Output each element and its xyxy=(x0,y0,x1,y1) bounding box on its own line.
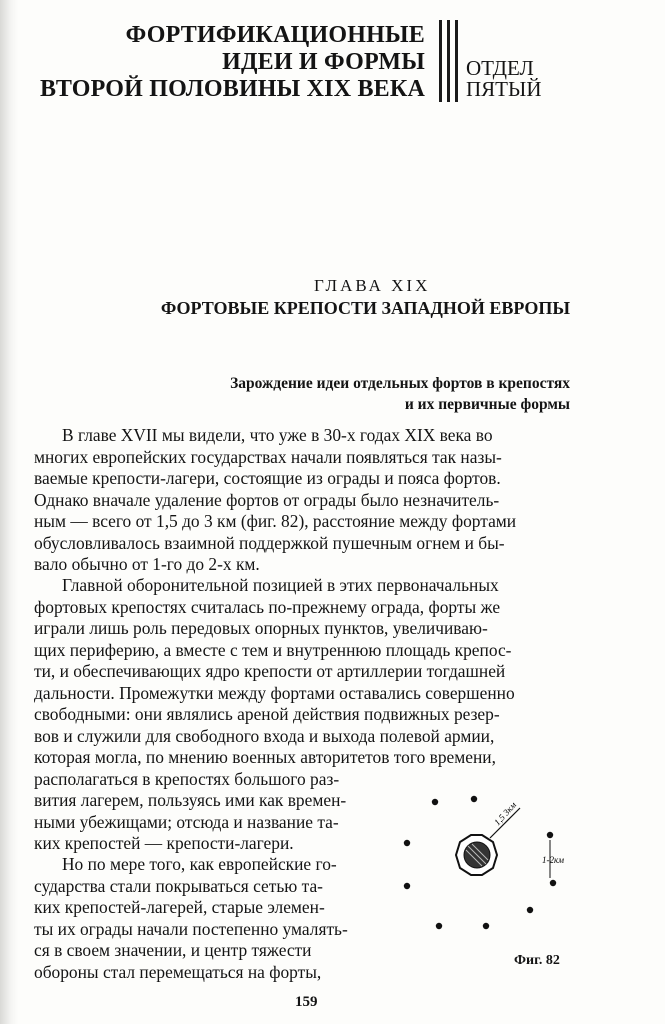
text-line: сударства стали покрываться сетью та- xyxy=(34,875,323,896)
part-title-line-2: ИДЕИ И ФОРМЫ xyxy=(222,49,425,75)
text-line: ких крепостей-лагерей, старые элемен- xyxy=(34,897,325,917)
part-title xyxy=(40,22,425,103)
text-line: щих периферию, а вместе с тем и внутреннюю площадь крепос- xyxy=(34,639,512,660)
text-line: которая могла, по мнению военных авторитетов того времени, xyxy=(34,747,496,767)
title-divider-bar xyxy=(455,20,458,102)
text-line: В главе XVII мы видели, что уже в 30-х годах XIX века во xyxy=(62,425,493,445)
text-line: играли лишь роль передовых опорных пунктов, увеличиваю- xyxy=(34,618,488,638)
figure-82-diagram xyxy=(390,780,580,940)
figure-caption: Фиг. 82 xyxy=(514,953,560,968)
text-line: многих европейских государствах начали появляться так назы- xyxy=(34,446,502,467)
title-divider-bar xyxy=(447,20,450,102)
text-line: ваемые крепости-лагери, состоящие из ограды и пояса фортов. xyxy=(34,468,501,488)
text-line: Однако вначале удаление фортов от ограды было незначитель- xyxy=(34,489,500,510)
part-title-line-1: ФОРТИФИКАЦИОННЫЕ xyxy=(125,22,425,48)
fortress-core xyxy=(456,835,497,875)
section-title xyxy=(230,373,570,415)
scan-page-edge xyxy=(0,0,18,1024)
part-label-line-1: ОТДЕЛ xyxy=(466,56,534,80)
title-divider-bar xyxy=(439,20,442,102)
text-line: Но по мере того, как европейские го- xyxy=(62,854,337,874)
spacing-label: 1-2км xyxy=(542,855,564,865)
chapter-number: ГЛАВА XIX xyxy=(314,276,431,295)
section-title-line-2: и их первичные формы xyxy=(404,396,570,413)
text-line: Главной оборонительной позицией в этих первоначальных xyxy=(62,575,499,595)
paragraph-1 xyxy=(34,425,571,576)
text-line: ным — всего от 1,5 до 3 км (фиг. 82), расстояние между фортами xyxy=(34,511,517,531)
text-line: свободными: они являлись ареной действия подвижных резер- xyxy=(34,704,500,724)
page-number: 159 xyxy=(295,994,318,1010)
part-title-line-3: ВТОРОЙ ПОЛОВИНЫ XIX ВЕКА xyxy=(39,76,425,102)
text-line: ких крепостей — крепости-лагери. xyxy=(34,833,294,853)
part-label-line-2: ПЯТЫЙ xyxy=(466,77,542,101)
text-line: вития лагерем, пользуясь ими как времен- xyxy=(34,790,347,810)
text-line: фортовых крепостях считалась по-прежнему ограда, форты же xyxy=(34,596,501,617)
text-line: вало обычно от 1-го до 2-х км. xyxy=(34,554,260,574)
text-line: вов и служили для свободного входа и выхода полевой армии, xyxy=(34,725,495,746)
text-line: обороны стал перемещаться на форты, xyxy=(34,961,322,982)
distance-label: 1,5 3км xyxy=(492,799,519,828)
text-line: дальности. Промежутки между фортами оставались совершенно xyxy=(34,682,515,703)
section-title-line-1: Зарождение идеи отдельных фортов в крепостях xyxy=(230,375,570,392)
text-line: располагаться в крепостях большого раз- xyxy=(34,768,340,789)
chapter-title: ФОРТОВЫЕ КРЕПОСТИ ЗАПАДНОЙ ЕВРОПЫ xyxy=(160,298,570,318)
text-line: ся в своем значении, и центр тяжести xyxy=(34,940,312,960)
text-line: ти, и обеспечивающих ядро крепости от артиллерии тогдашней xyxy=(34,661,506,681)
text-line: обусловливалось взаимной поддержкой пушечным огнем и бы- xyxy=(34,532,505,553)
text-line: ты их ограды начали постепенно умалять- xyxy=(34,918,348,939)
text-line: ными убежищами; отсюда и название та- xyxy=(34,811,339,832)
part-label xyxy=(466,58,541,100)
